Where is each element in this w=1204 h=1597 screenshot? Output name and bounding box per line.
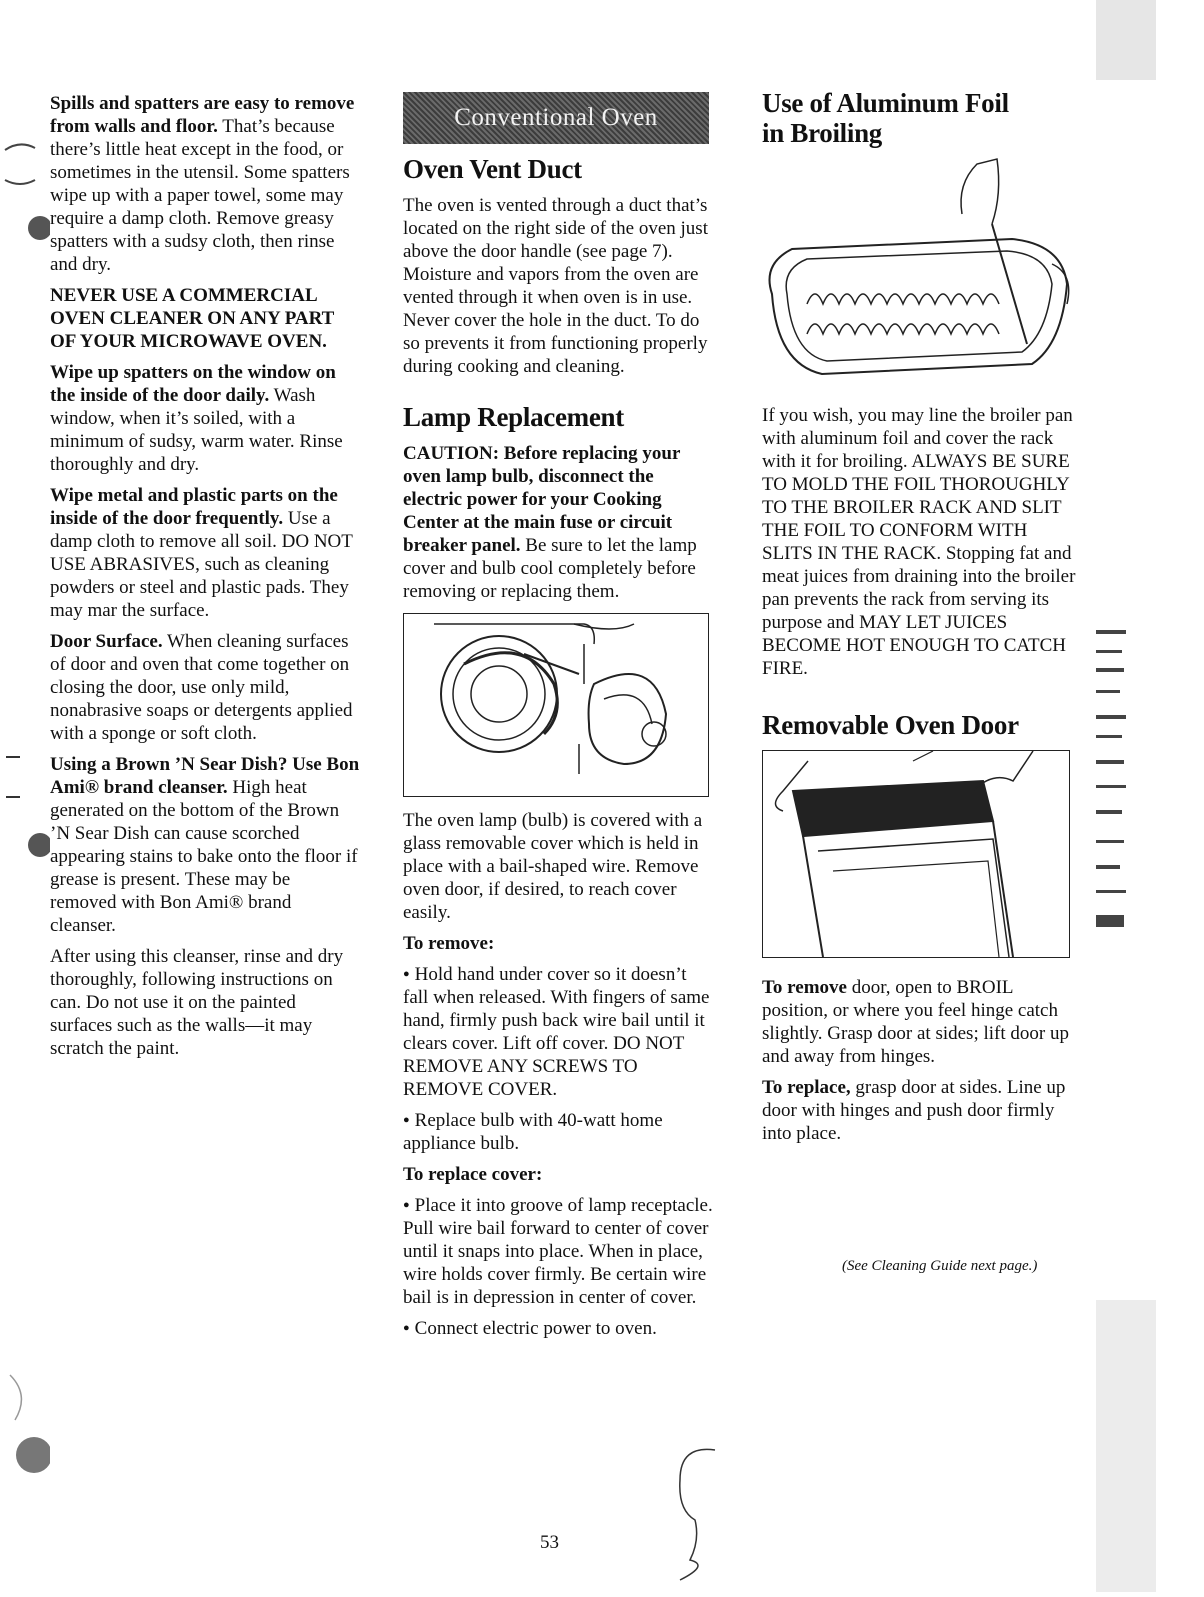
- window-lead: Wipe up spatters on the window on the inside of the door daily.: [50, 362, 336, 406]
- metal-plastic-body: Use a damp cloth to remove all soil. DO NOT USE ABRASIVES, such as cleaning powders or steel and plastic pads. They may mar the surface.: [50, 508, 353, 621]
- left-margin-marks: [0, 0, 50, 1592]
- oven-cleaner-warning: NEVER USE A COMMERCIAL OVEN CLEANER ON ANY PART OF YOUR MICROWAVE OVEN.: [50, 285, 335, 352]
- caution-body: Be sure to let the lamp cover and bulb cool completely before removing or replacing them.: [403, 535, 697, 602]
- foil-caps-warning-2: MAY LET JUICES BECOME HOT ENOUGH TO CATCH FIRE.: [762, 612, 1067, 679]
- foil-paragraph: [762, 404, 1077, 680]
- foil-body-2: Stopping fat and meat juices from draining into the broiler pan prevents the rack from serving its purpose and: [762, 543, 1076, 633]
- spills-body: That’s because there’s little heat except in the food, or sometimes in the utensil. Some spatters wipe up with a paper towel, some may require a damp cloth. Remove greasy spatters with a sudsy cloth, then rinse and dry.: [50, 116, 350, 275]
- oven-vent-duct-heading: Oven Vent Duct: [403, 154, 582, 184]
- replace-step-1: ● Place it into groove of lamp receptacle. Pull wire bail forward to center of cover until it snaps into place. When in place, wire holds cover firmly. Be certain wire bail is in depression in center of cover.: [403, 1194, 713, 1309]
- oven-door-illustration: [762, 750, 1070, 958]
- paragraph-spills: [50, 92, 360, 276]
- door-replace-body: grasp door at sides. Line up door with hinges and push door firmly into place.: [762, 1077, 1066, 1144]
- foil-body: If you wish, you may line the broiler pan with aluminum foil and cover the rack with it for broiling.: [762, 405, 1073, 472]
- door-surface-body: When cleaning surfaces of door and oven that come together on closing the door, use only mild, nonabrasive soaps or detergents applied with a sponge or soft cloth.: [50, 631, 353, 744]
- aluminum-foil-heading: [762, 88, 1077, 148]
- lamp-cover-drawing: [404, 614, 708, 796]
- remove-step-2: ● Replace bulb with 40-watt home appliance bulb.: [403, 1109, 713, 1155]
- door-remove-lead: To remove: [762, 977, 847, 998]
- door-remove-paragraph: [762, 976, 1077, 1068]
- paragraph-after-cleanser: After using this cleanser, rinse and dry thoroughly, following instructions on can. Do not use it on the painted surfaces such as the walls—it may scratch the paint.: [50, 946, 344, 1059]
- oven-vent-duct-body: The oven is vented through a duct that’s located on the right side of the oven just above the door handle (see page 7). Moisture and vapors from the oven are vented through it when oven is in use. Never cover the hole in the duct. To do so prevents it from functioning properly during cooking and cleaning.: [403, 195, 708, 377]
- lamp-caution: [403, 442, 713, 603]
- paragraph-door-surface: [50, 630, 360, 745]
- lamp-replacement-heading: Lamp Replacement: [403, 402, 624, 432]
- column-left: [50, 92, 360, 1068]
- metal-plastic-lead: Wipe metal and plastic parts on the inside of the door frequently.: [50, 485, 338, 529]
- lamp-cover-illustration: [403, 613, 709, 797]
- column-middle: [403, 92, 713, 1348]
- remove-step-1: ● Hold hand under cover so it doesn’t fall when released. With fingers of same hand, firmly push back wire bail until it clears cover. Lift off cover. DO NOT REMOVE ANY SCREWS TO REMOVE COVER.: [403, 963, 713, 1101]
- paragraph-metal-plastic: [50, 484, 360, 622]
- replace-step-2: ● Connect electric power to oven.: [403, 1317, 713, 1340]
- broiler-pan-illustration: [762, 154, 1077, 394]
- brown-n-sear-body: High heat generated on the bottom of the Brown ’N Sear Dish can cause scorched appearing stains to bake onto the floor if grease is present. These may be removed with Bon Ami® brand cleanser.: [50, 777, 358, 936]
- column-right: [762, 88, 1077, 1153]
- aluminum-foil-heading-line1: Use of Aluminum Foil: [762, 88, 1009, 118]
- caution-bold: CAUTION: Before replacing your oven lamp bulb, disconnect the electric power for your Cooking Center at the main fuse or circuit breaker panel.: [403, 443, 681, 556]
- lamp-description: The oven lamp (bulb) is covered with a glass removable cover which is held in place with a bail-shaped wire. Remove oven door, if desired, to reach cover easily.: [403, 810, 703, 923]
- brown-n-sear-lead: Using a Brown ’N Sear Dish? Use Bon Ami® brand cleanser.: [50, 754, 360, 798]
- page-number: 53: [540, 1532, 559, 1553]
- aluminum-foil-heading-line2: in Broiling: [762, 118, 882, 148]
- broiler-pan-drawing: [762, 154, 1077, 394]
- spills-lead: Spills and spatters are easy to remove from walls and floor.: [50, 93, 355, 137]
- conventional-oven-banner: Conventional Oven: [403, 92, 709, 144]
- cleaning-guide-footnote: (See Cleaning Guide next page.): [842, 1258, 1038, 1274]
- to-remove-heading: To remove:: [403, 933, 495, 954]
- window-body: Wash window, when it’s soiled, with a minimum of sudsy, warm water. Rinse thoroughly and dry.: [50, 385, 343, 475]
- oven-door-drawing: [763, 751, 1069, 957]
- removable-oven-door-heading: Removable Oven Door: [762, 710, 1019, 740]
- door-replace-paragraph: [762, 1076, 1077, 1145]
- paragraph-window: [50, 361, 360, 476]
- to-replace-cover-heading: To replace cover:: [403, 1164, 543, 1185]
- right-edge-scan-noise: [1096, 0, 1156, 1592]
- door-replace-lead: To replace,: [762, 1077, 851, 1098]
- door-surface-lead: Door Surface.: [50, 631, 163, 652]
- door-remove-body: door, open to BROIL position, or where you feel hinge catch slightly. Grasp door at sides; lift door up and away from hinges.: [762, 977, 1069, 1067]
- paragraph-brown-n-sear: [50, 753, 360, 937]
- foil-caps-warning: ALWAYS BE SURE TO MOLD THE FOIL THOROUGHLY TO THE BROILER RACK AND SLIT THE FOIL TO CONFORM WITH SLITS IN THE RACK.: [762, 451, 1070, 564]
- bottom-scribble: [660, 1440, 730, 1590]
